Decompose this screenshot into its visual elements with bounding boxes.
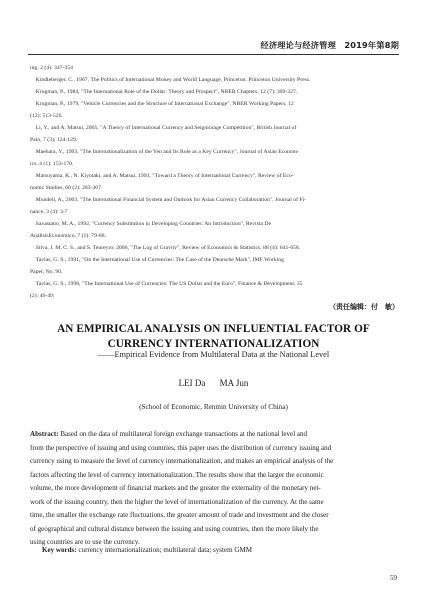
page-number: 59 bbox=[390, 574, 397, 582]
abstract-text: Based on the data of multilateral foreign exchange transactions at the national level and bbox=[58, 430, 308, 438]
reference-line: Tavlas, G. S., 1991, "On the International Use of Currencies: The Case of the Deutsche Mark", IMF Working bbox=[30, 256, 284, 263]
abstract-line: of geographical and cultural distance between the issuing and using countries, then the more likely the bbox=[30, 524, 319, 533]
reference-line: Tavlas, G. S., 1998, "The International Use of Currencies: The US Dollar and the Euro", Finance & Development, 35 bbox=[30, 280, 303, 287]
abstract-line: volume, the more development of financial markets and the greater the externality of the monetary net- bbox=[30, 484, 321, 493]
reference-line: ics, 4 (1): 153-170. bbox=[30, 160, 74, 167]
abstract-line: from the perspective of issuing and using countries, this paper uses the distribution of currency issuing and bbox=[30, 443, 332, 452]
journal-header: 经济理论与经济管理 2019年第8期 bbox=[260, 40, 399, 50]
article-title-line-2: CURRENCY INTERNATIONALIZATION bbox=[107, 338, 320, 350]
author-name: MA Jun bbox=[219, 378, 249, 388]
keywords bbox=[42, 546, 252, 554]
reference-line: nomic Studies, 60 (2): 283-307. bbox=[30, 184, 103, 191]
abstract-line: time, the smaller the exchange rate fluctuations, the greater amount of trade and investment and the closer bbox=[30, 511, 329, 520]
reference-line: Matsuyama, K., N. Kiyotaki, and A. Matsui, 1993, "Toward a Theory of International Currency", Review of Eco- bbox=[30, 172, 294, 179]
reference-line: ing, 2 (4): 347-354 bbox=[30, 65, 73, 71]
article-subtitle: ——Empirical Evidence from Multilateral Data at the National Level bbox=[97, 350, 330, 359]
reference-line: (2): 46-49. bbox=[30, 292, 55, 299]
reference-line: Li, Y., and A. Matsui, 2005, "A Theory of International Currency and Seigniorage Competition", British Journal of bbox=[30, 124, 297, 131]
reference-line: Savastano, M. A., 1992, "Currency Substitution in Developing Countries: An Introduction", Revista De bbox=[30, 220, 271, 227]
reference-list bbox=[30, 63, 400, 303]
reference-line: Maehara, Y., 1993, "The Internationalization of the Yen and Its Role as a Key Currency", Journal of Asian Econom- bbox=[30, 148, 300, 155]
abstract-line: currency using to measure the level of currency internationalization, and makes an empirical analysis of the bbox=[30, 457, 334, 466]
reference-line: (12): 513-526. bbox=[30, 112, 63, 119]
reference-line: Silva, J. M. C. S., and S. Tenreyro, 2006, "The Log of Gravity", Review of Economics & Statistics, 88 (4): 641-658. bbox=[30, 244, 301, 251]
reference-line: Krugman, P., 1984, "The International Role of the Dollar: Theory and Prospect", NBER Chapters, 12 (7): 309-327. bbox=[30, 88, 298, 95]
reference-line: AnálisisEconómico, 7 (1): 79-88. bbox=[30, 232, 106, 239]
abstract bbox=[30, 428, 400, 550]
keywords-text: currency internationalization; multilateral data; system GMM bbox=[76, 546, 252, 554]
author-affiliation: (School of Economic, Renmin University of China) bbox=[139, 403, 288, 411]
abstract-line: factors affecting the level of currency internationalization. The results show that the larger the economic bbox=[30, 470, 324, 479]
reference-line: Krugman, P., 1979, "Vehicle Currencies and the Structure of International Exchange", NBER Working Papers, 12 bbox=[30, 100, 294, 107]
reference-line: Pain, 7 (3): 124-129. bbox=[30, 136, 78, 143]
reference-line: Mundell, A., 2003, "The International Financial System and Outlook for Asian Currency Collaboration", Journal of Fi- bbox=[30, 196, 307, 203]
reference-line: Kindleberger, C., 1967, The Politics of International Money and World Language, Princeton: Princeton University Press. bbox=[30, 76, 311, 83]
editor-note: （责任编辑：付 敏） bbox=[329, 303, 399, 311]
author-line bbox=[20, 378, 407, 388]
article-title bbox=[20, 322, 407, 352]
author-name: LEI Da bbox=[178, 378, 206, 388]
header-rule bbox=[28, 54, 399, 55]
article-title-line-1: AN EMPIRICAL ANALYSIS ON INFLUENTIAL FACTOR OF bbox=[57, 323, 370, 335]
abstract-line: using countries are to use the currency. bbox=[30, 538, 140, 547]
abstract-label: Abstract: bbox=[30, 430, 59, 438]
abstract-line bbox=[30, 428, 400, 442]
reference-line: Paper, No. 90. bbox=[30, 268, 63, 275]
reference-line: nance, 3 (4): 3-7 bbox=[30, 208, 68, 215]
abstract-line: work of the issuing country, then the higher the level of internationalization of the currency. At the same bbox=[30, 497, 324, 506]
keywords-label: Key words: bbox=[42, 546, 77, 554]
